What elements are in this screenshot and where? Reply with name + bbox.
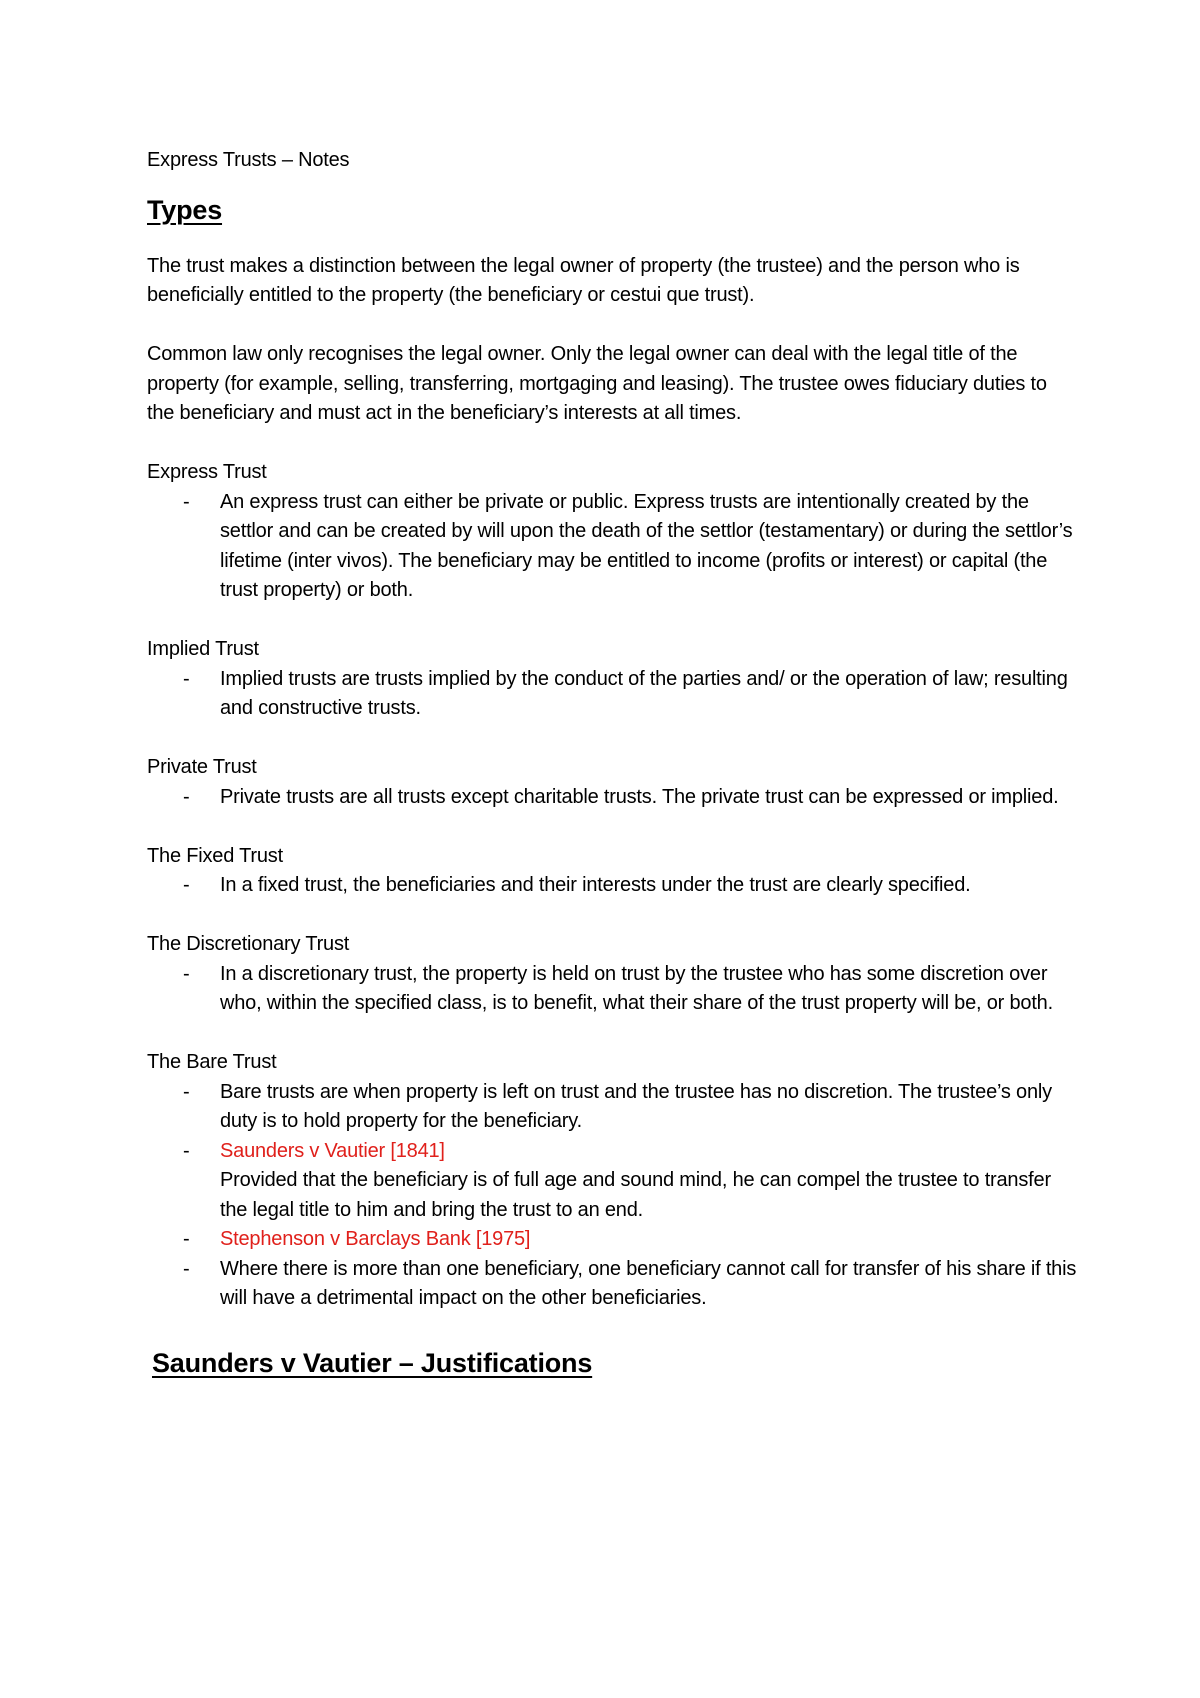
bullet-dash: - (183, 1257, 190, 1280)
intro-paragraph-2: Common law only recognises the legal owner. Only the legal owner can deal with the legal title of the property (for example, selling, transferring, mortgaging and leasing). The trustee owes fiduciary duties to the beneficiary and must act in the beneficiary’s interests at all times. (147, 343, 1047, 424)
bullet-list (147, 783, 1077, 813)
bullet-item (147, 783, 1077, 813)
topic-title: Implied Trust (147, 638, 259, 660)
bullet-list (147, 871, 1077, 901)
document-title: Express Trusts – Notes (147, 149, 350, 171)
bullet-dash: - (183, 785, 190, 808)
topic-title: Express Trust (147, 461, 267, 483)
topic-implied-trust (147, 635, 1077, 724)
bullet-dash: - (183, 874, 190, 896)
topic-bare-trust (147, 1048, 1077, 1314)
topic-title: The Bare Trust (147, 1051, 277, 1073)
bullet-item (147, 1137, 1077, 1226)
bullet-item (147, 871, 1077, 901)
bullet-item (147, 1225, 1077, 1255)
bullet-text: Where there is more than one beneficiary, one beneficiary cannot call for transfer of his share if this will have a detrimental impact on the other beneficiaries. (220, 1257, 1077, 1309)
bullet-dash: - (183, 1080, 190, 1103)
bullet-list (147, 665, 1077, 724)
topic-private-trust (147, 753, 1077, 812)
topic-discretionary-trust (147, 930, 1077, 1019)
bullet-dash: - (183, 1228, 190, 1250)
bullet-text: Implied trusts are trusts implied by the conduct of the parties and/ or the operation of law; resulting and constructive trusts. (220, 667, 1068, 719)
bullet-list (147, 1078, 1077, 1314)
section-heading-types: Types (147, 194, 223, 225)
topic-title: Private Trust (147, 756, 257, 778)
bullet-item (147, 488, 1077, 606)
document-page (147, 146, 1077, 1383)
bullet-item (147, 665, 1077, 724)
case-citation: Saunders v Vautier [1841] (220, 1139, 445, 1162)
bullet-text: An express trust can either be private or public. Express trusts are intentionally created by the settlor and can be created by will upon the death of the settlor (testamentary) or during the settlor’s lifetime (inter vivos). The beneficiary may be entitled to income (profits or interest) or capital (the trust property) or both. (220, 490, 1073, 601)
bullet-text: In a fixed trust, the beneficiaries and their interests under the trust are clearly specified. (220, 874, 971, 896)
intro-paragraph-1: The trust makes a distinction between the legal owner of property (the trustee) and the person who is beneficially entitled to the property (the beneficiary or cestui que trust). (147, 254, 1020, 306)
topic-fixed-trust (147, 842, 1077, 901)
bullet-list (147, 488, 1077, 606)
bullet-dash: - (183, 667, 190, 690)
bullet-list (147, 960, 1077, 1019)
section-heading-justifications: Saunders v Vautier – Justifications (152, 1348, 593, 1378)
bullet-text: In a discretionary trust, the property is held on trust by the trustee who has some discretion over who, within the specified class, is to benefit, what their share of the trust property will be, or both. (220, 962, 1053, 1014)
case-citation: Stephenson v Barclays Bank [1975] (220, 1228, 531, 1250)
bullet-dash: - (183, 1139, 190, 1162)
bullet-text: Private trusts are all trusts except charitable trusts. The private trust can be expressed or implied. (220, 785, 1059, 808)
bullet-item (147, 960, 1077, 1019)
bullet-text: Provided that the beneficiary is of full age and sound mind, he can compel the trustee to transfer the legal title to him and bring the trust to an end. (220, 1169, 1051, 1221)
topic-title: The Discretionary Trust (147, 933, 350, 955)
topic-express-trust (147, 458, 1077, 606)
bullet-item (147, 1078, 1077, 1137)
topic-title: The Fixed Trust (147, 844, 283, 867)
bullet-dash: - (183, 490, 190, 513)
bullet-dash: - (183, 962, 190, 985)
bullet-item (147, 1255, 1077, 1314)
bullet-text: Bare trusts are when property is left on trust and the trustee has no discretion. The trustee’s only duty is to hold property for the beneficiary. (220, 1080, 1052, 1132)
